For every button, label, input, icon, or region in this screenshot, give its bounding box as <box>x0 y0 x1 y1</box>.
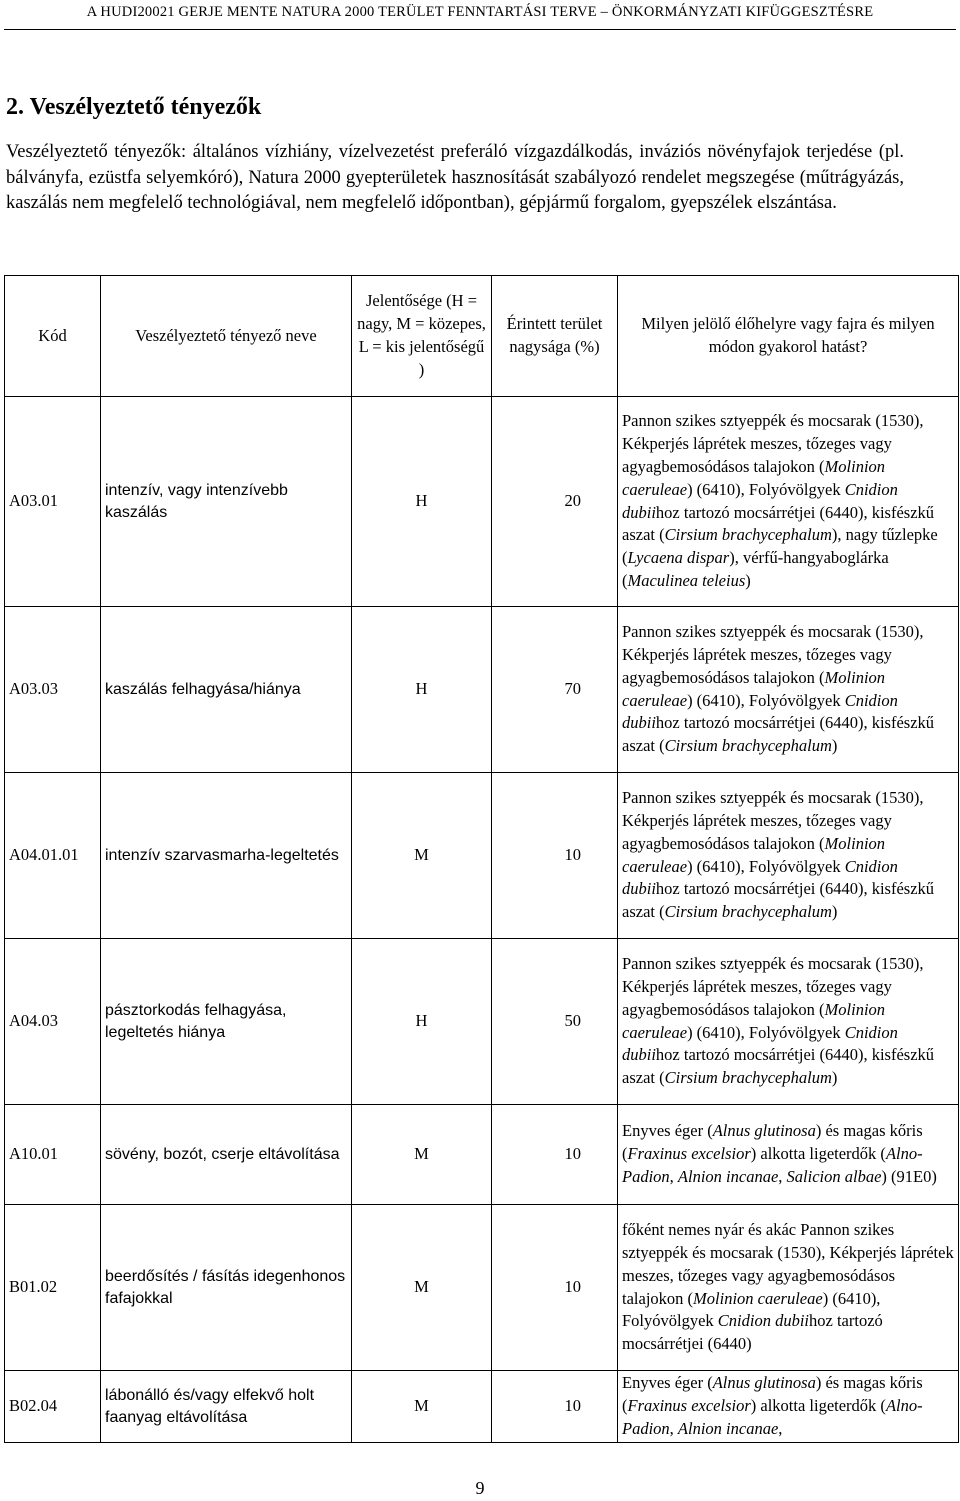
cell-code: A03.03 <box>5 607 101 773</box>
cell-code: A04.03 <box>5 939 101 1105</box>
table-row <box>5 1105 959 1205</box>
table-row <box>5 1371 959 1443</box>
cell-code: B01.02 <box>5 1205 101 1371</box>
table-row <box>5 1205 959 1371</box>
table-row <box>5 397 959 607</box>
cell-affected-area: 10 <box>492 773 618 939</box>
table-row <box>5 607 959 773</box>
cell-affected-habitat: Pannon szikes sztyeppék és mocsarak (1530), Kékperjés láprétek meszes, tőzeges vagy agyagbemosódásos talajokon (Molinion caeruleae) (6410), Folyóvölgyek Cnidion dubiihoz tartozó mocsárrétjei (6440), kisfészkű aszat (Cirsium brachycephalum), nagy tűzlepke (Lycaena dispar), vérfű-hangyaboglárka (Maculinea teleius) <box>618 397 959 607</box>
threats-table <box>4 275 959 1443</box>
cell-affected-habitat: Pannon szikes sztyeppék és mocsarak (1530), Kékperjés láprétek meszes, tőzeges vagy agyagbemosódásos talajokon (Molinion caeruleae) (6410), Folyóvölgyek Cnidion dubiihoz tartozó mocsárrétjei (6440), kisfészkű aszat (Cirsium brachycephalum) <box>618 773 959 939</box>
cell-affected-area: 10 <box>492 1371 618 1443</box>
header-code: Kód <box>5 276 101 397</box>
cell-affected-area: 10 <box>492 1205 618 1371</box>
cell-affected-habitat: főként nemes nyár és akác Pannon szikes sztyeppék és mocsarak (1530), Kékperjés láprétek meszes, tőzeges vagy agyagbemosódásos talajokon (Molinion caeruleae) (6410), Folyóvölgyek Cnidion dubiihoz tartozó mocsárrétjei (6440) <box>618 1205 959 1371</box>
page-number: 9 <box>475 1478 485 1498</box>
cell-code: B02.04 <box>5 1371 101 1443</box>
cell-affected-habitat: Pannon szikes sztyeppék és mocsarak (1530), Kékperjés láprétek meszes, tőzeges vagy agyagbemosódásos talajokon (Molinion caeruleae) (6410), Folyóvölgyek Cnidion dubiihoz tartozó mocsárrétjei (6440), kisfészkű aszat (Cirsium brachycephalum) <box>618 939 959 1105</box>
cell-affected-habitat: Enyves éger (Alnus glutinosa) és magas kőris (Fraxinus excelsior) alkotta ligeterdők (Alno-Padion, Alnion incanae, Salicion albae) (91E0) <box>618 1105 959 1205</box>
cell-threat-name: intenzív szarvasmarha-legeltetés <box>101 773 352 939</box>
cell-code: A04.01.01 <box>5 773 101 939</box>
table-row <box>5 773 959 939</box>
cell-importance: H <box>352 397 492 607</box>
header-threat-name: Veszélyeztető tényező neve <box>101 276 352 397</box>
header-affected-habitat: Milyen jelölő élőhelyre vagy fajra és milyen módon gyakorol hatást? <box>618 276 959 397</box>
cell-affected-area: 10 <box>492 1105 618 1205</box>
cell-affected-habitat: Pannon szikes sztyeppék és mocsarak (1530), Kékperjés láprétek meszes, tőzeges vagy agyagbemosódásos talajokon (Molinion caeruleae) (6410), Folyóvölgyek Cnidion dubiihoz tartozó mocsárrétjei (6440), kisfészkű aszat (Cirsium brachycephalum) <box>618 607 959 773</box>
header-affected-area: Érintett terület nagysága (%) <box>492 276 618 397</box>
cell-affected-area: 20 <box>492 397 618 607</box>
running-header: A HUDI20021 GERJE MENTE NATURA 2000 TERÜLET FENNTARTÁSI TERVE – ÖNKORMÁNYZATI KIFÜGGESZTÉSRE <box>86 4 874 20</box>
table-header-row <box>5 276 959 397</box>
header-importance: Jelentősége (H = nagy, M = közepes, L = kis jelentőségű ) <box>352 276 492 397</box>
cell-threat-name: kaszálás felhagyása/hiánya <box>101 607 352 773</box>
cell-importance: M <box>352 1205 492 1371</box>
cell-affected-habitat: Enyves éger (Alnus glutinosa) és magas kőris (Fraxinus excelsior) alkotta ligeterdők (Alno-Padion, Alnion incanae, <box>618 1371 959 1443</box>
cell-importance: H <box>352 607 492 773</box>
cell-code: A10.01 <box>5 1105 101 1205</box>
section-title: 2. Veszélyeztető tényezők <box>6 94 262 120</box>
cell-threat-name: pásztorkodás felhagyása, legeltetés hiánya <box>101 939 352 1105</box>
cell-threat-name: sövény, bozót, cserje eltávolítása <box>101 1105 352 1205</box>
cell-affected-area: 50 <box>492 939 618 1105</box>
cell-code: A03.01 <box>5 397 101 607</box>
section-intro-paragraph: Veszélyeztető tényezők: általános vízhiány, vízelvezetést preferáló vízgazdálkodás, inváziós növényfajok terjedése (pl. bálványfa, ezüstfa selyemkóró), Natura 2000 gyepterületek hasznosítását szabályozó rendelet megszegése (műtrágyázás, kaszálás nem megfelelő technológiával, nem megfelelő időpontban), gépjármű forgalom, gyepszélek elszántása. <box>6 142 904 213</box>
cell-threat-name: intenzív, vagy intenzívebb kaszálás <box>101 397 352 607</box>
cell-threat-name: lábonálló és/vagy elfekvő holt faanyag eltávolítása <box>101 1371 352 1443</box>
header-rule <box>4 29 956 30</box>
cell-threat-name: beerdősítés / fásítás idegenhonos fafajokkal <box>101 1205 352 1371</box>
cell-importance: M <box>352 1105 492 1205</box>
table-row <box>5 939 959 1105</box>
cell-importance: H <box>352 939 492 1105</box>
cell-importance: M <box>352 773 492 939</box>
cell-importance: M <box>352 1371 492 1443</box>
cell-affected-area: 70 <box>492 607 618 773</box>
